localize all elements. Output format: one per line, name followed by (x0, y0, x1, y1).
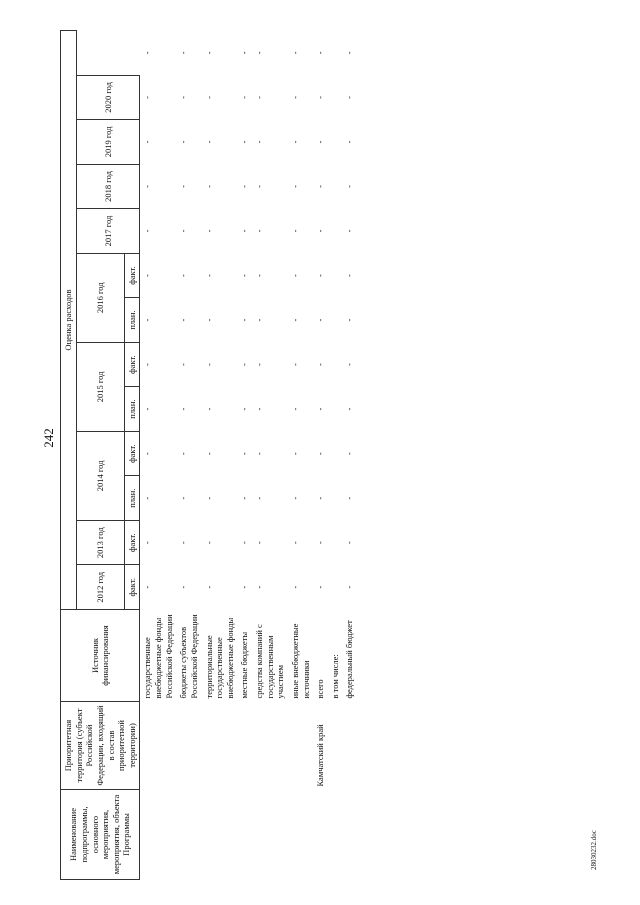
value-cell: - (344, 363, 355, 366)
value-cell (328, 31, 343, 76)
value-cell: - (254, 585, 264, 589)
value-cell: - (239, 407, 250, 411)
row-territory (202, 702, 238, 790)
row-source: территориальные государственные внебюджетные фонды (203, 617, 235, 699)
value-cell (328, 387, 343, 432)
row-name-cell (288, 790, 313, 880)
value-cell: - (315, 95, 326, 99)
page-number: 242 (41, 428, 56, 448)
value-cell: - (315, 185, 326, 188)
value-cell: - (142, 274, 153, 277)
value-cell: - (254, 363, 264, 366)
value-cell: - (178, 585, 189, 589)
document-id: 28030232.doc (590, 830, 598, 870)
row-name-cell (176, 790, 201, 880)
header-2016-fact: факт. (124, 253, 140, 298)
header-2020: 2020 год (76, 75, 140, 120)
value-cell: - (315, 452, 326, 456)
value-cell: - (178, 541, 189, 545)
value-cell: - (239, 318, 250, 322)
value-cell: - (289, 95, 300, 99)
value-cell: - (142, 541, 153, 545)
value-cell: - (315, 274, 326, 277)
value-cell: - (289, 452, 300, 456)
value-cell: - (142, 318, 153, 322)
value-cell: - (289, 318, 300, 322)
row-source: иные внебюджетные источники (289, 623, 311, 699)
value-cell: - (178, 51, 189, 55)
value-cell: - (178, 229, 189, 233)
row-source: государственные внебюджетные фонды Российской Федерации (142, 614, 174, 699)
table-body (140, 31, 357, 880)
value-cell: - (289, 541, 300, 545)
value-cell: - (315, 407, 326, 411)
row-source: местные бюджеты (239, 631, 250, 699)
value-cell: - (239, 185, 250, 188)
value-cell: - (203, 452, 214, 456)
value-cell: - (289, 185, 300, 188)
value-cell: - (289, 363, 300, 366)
header-territory: Приоритетная территория (субъект Российской Федерации, входящий в состав приоритетной территории) (61, 702, 140, 790)
row-territory (237, 702, 252, 790)
value-cell (328, 75, 343, 120)
row-territory (176, 702, 201, 790)
value-cell: - (315, 496, 326, 500)
value-cell: - (289, 407, 300, 411)
table-row (237, 31, 252, 880)
value-cell: - (178, 274, 189, 277)
row-source: бюджеты субъектов Российской Федерации (178, 614, 199, 699)
table-row (252, 31, 288, 880)
value-cell: - (239, 496, 250, 500)
value-cell: - (289, 496, 300, 500)
value-cell: - (289, 274, 300, 277)
value-cell: - (254, 407, 264, 411)
value-cell (328, 431, 343, 476)
value-cell: - (315, 229, 326, 233)
value-cell: - (344, 185, 355, 188)
value-cell: - (315, 363, 326, 366)
header-2014-fact: факт. (124, 431, 140, 476)
value-cell: - (344, 95, 355, 99)
value-cell: - (315, 541, 326, 545)
value-cell: - (289, 585, 300, 589)
value-cell: - (203, 140, 214, 144)
header-2013: 2013 год (76, 520, 124, 565)
header-2015: 2015 год (76, 342, 124, 431)
value-cell: - (203, 274, 214, 277)
row-name-cell (313, 790, 328, 880)
value-cell: - (239, 274, 250, 277)
row-name-cell (237, 790, 252, 880)
value-cell: - (315, 585, 326, 589)
table-row (328, 31, 343, 880)
value-cell: - (344, 51, 355, 55)
value-cell: - (203, 407, 214, 411)
header-2014-plan: план. (124, 476, 140, 521)
value-cell (328, 476, 343, 521)
value-cell: - (254, 185, 264, 188)
value-cell: - (344, 585, 355, 589)
value-cell: - (254, 318, 264, 322)
value-cell: - (315, 140, 326, 144)
value-cell: - (254, 95, 264, 99)
value-cell: - (141, 51, 152, 55)
value-cell: - (254, 496, 264, 500)
value-cell (328, 209, 343, 254)
table-row (176, 31, 201, 880)
value-cell: - (142, 229, 153, 233)
value-cell: - (239, 541, 250, 545)
value-cell: - (142, 407, 153, 411)
header-2013-fact: факт. (124, 520, 140, 565)
value-cell: - (203, 95, 214, 99)
header-2015-fact: факт. (124, 342, 140, 387)
row-name-cell (342, 790, 357, 880)
value-cell: - (254, 140, 264, 144)
value-cell: - (254, 274, 264, 277)
value-cell: - (239, 452, 250, 456)
value-cell: - (142, 95, 153, 99)
value-cell: - (142, 363, 153, 366)
value-cell (328, 565, 343, 610)
value-cell: - (344, 407, 355, 411)
header-2012-fact: факт. (124, 565, 140, 610)
row-source: в том числе: (329, 654, 340, 699)
value-cell: - (344, 318, 355, 322)
value-cell: - (142, 185, 153, 188)
row-name-cell (252, 790, 288, 880)
header-2017: 2017 год (76, 209, 140, 254)
header-2015-plan: план. (124, 387, 140, 432)
value-cell (328, 520, 343, 565)
value-cell: - (239, 140, 250, 144)
value-cell: - (315, 318, 326, 322)
value-cell: - (254, 452, 264, 456)
financing-table (60, 30, 357, 880)
row-territory (342, 702, 357, 790)
value-cell: - (178, 496, 189, 500)
value-cell: - (203, 585, 214, 589)
rotated-table-container (60, 30, 625, 880)
value-cell: - (254, 229, 264, 233)
row-territory (288, 702, 313, 790)
row-source: средства компаний с государственным участием (254, 624, 286, 699)
value-cell: - (203, 185, 214, 188)
value-cell: - (239, 585, 250, 589)
value-cell: - (178, 140, 189, 144)
value-cell: - (142, 140, 153, 144)
value-cell: - (344, 452, 355, 456)
header-2012: 2012 год (76, 565, 124, 610)
value-cell: - (203, 229, 214, 233)
header-name: Наименование подпрограммы, основного мероприятия, мероприятия, объекта Программы (61, 790, 140, 880)
value-cell (328, 253, 343, 298)
header-2014: 2014 год (76, 431, 124, 520)
value-cell: - (178, 407, 189, 411)
value-cell: - (289, 229, 300, 233)
value-cell: - (315, 51, 326, 55)
value-cell (328, 164, 343, 209)
value-cell (328, 120, 343, 165)
value-cell: - (142, 452, 153, 456)
value-cell: - (289, 140, 300, 144)
value-cell: - (142, 496, 153, 500)
value-cell: - (289, 51, 300, 55)
value-cell: - (344, 140, 355, 144)
table-row (202, 31, 238, 880)
row-name-cell (202, 790, 238, 880)
value-cell: - (203, 51, 214, 55)
row-source: всего (315, 679, 326, 699)
value-cell: - (239, 51, 250, 55)
value-cell: - (344, 229, 355, 233)
value-cell: - (178, 318, 189, 322)
row-territory (252, 702, 288, 790)
value-cell: - (178, 95, 189, 99)
value-cell: - (239, 363, 250, 366)
table-row (140, 31, 176, 880)
value-cell: - (178, 185, 189, 188)
header-source: Источник финансирования (61, 610, 140, 702)
value-cell (328, 298, 343, 343)
value-cell: - (203, 318, 214, 322)
value-cell: - (203, 363, 214, 366)
value-cell: - (178, 452, 189, 456)
value-cell: - (239, 229, 250, 233)
value-cell: - (344, 541, 355, 545)
value-cell (328, 342, 343, 387)
value-cell: - (203, 496, 214, 500)
table-row (342, 31, 357, 880)
row-territory (140, 702, 176, 790)
row-name-cell (328, 790, 343, 880)
value-cell: - (254, 51, 264, 55)
row-territory (328, 702, 343, 790)
header-2019: 2019 год (76, 120, 140, 165)
row-source: федеральный бюджет (344, 620, 355, 699)
row-name-cell (140, 790, 176, 880)
table-row (313, 31, 328, 880)
value-cell: - (142, 585, 153, 589)
value-cell: - (344, 496, 355, 500)
value-cell: - (239, 95, 250, 99)
value-cell: - (203, 541, 214, 545)
header-2018: 2018 год (76, 164, 140, 209)
table-row (288, 31, 313, 880)
value-cell: - (344, 274, 355, 277)
header-expense-estimate: Оценка расходов (61, 31, 77, 610)
header-2016: 2016 год (76, 253, 124, 342)
row-territory: Камчатский край (315, 724, 326, 787)
header-2016-plan: план. (124, 298, 140, 343)
value-cell: - (254, 541, 264, 545)
value-cell: - (178, 363, 189, 366)
